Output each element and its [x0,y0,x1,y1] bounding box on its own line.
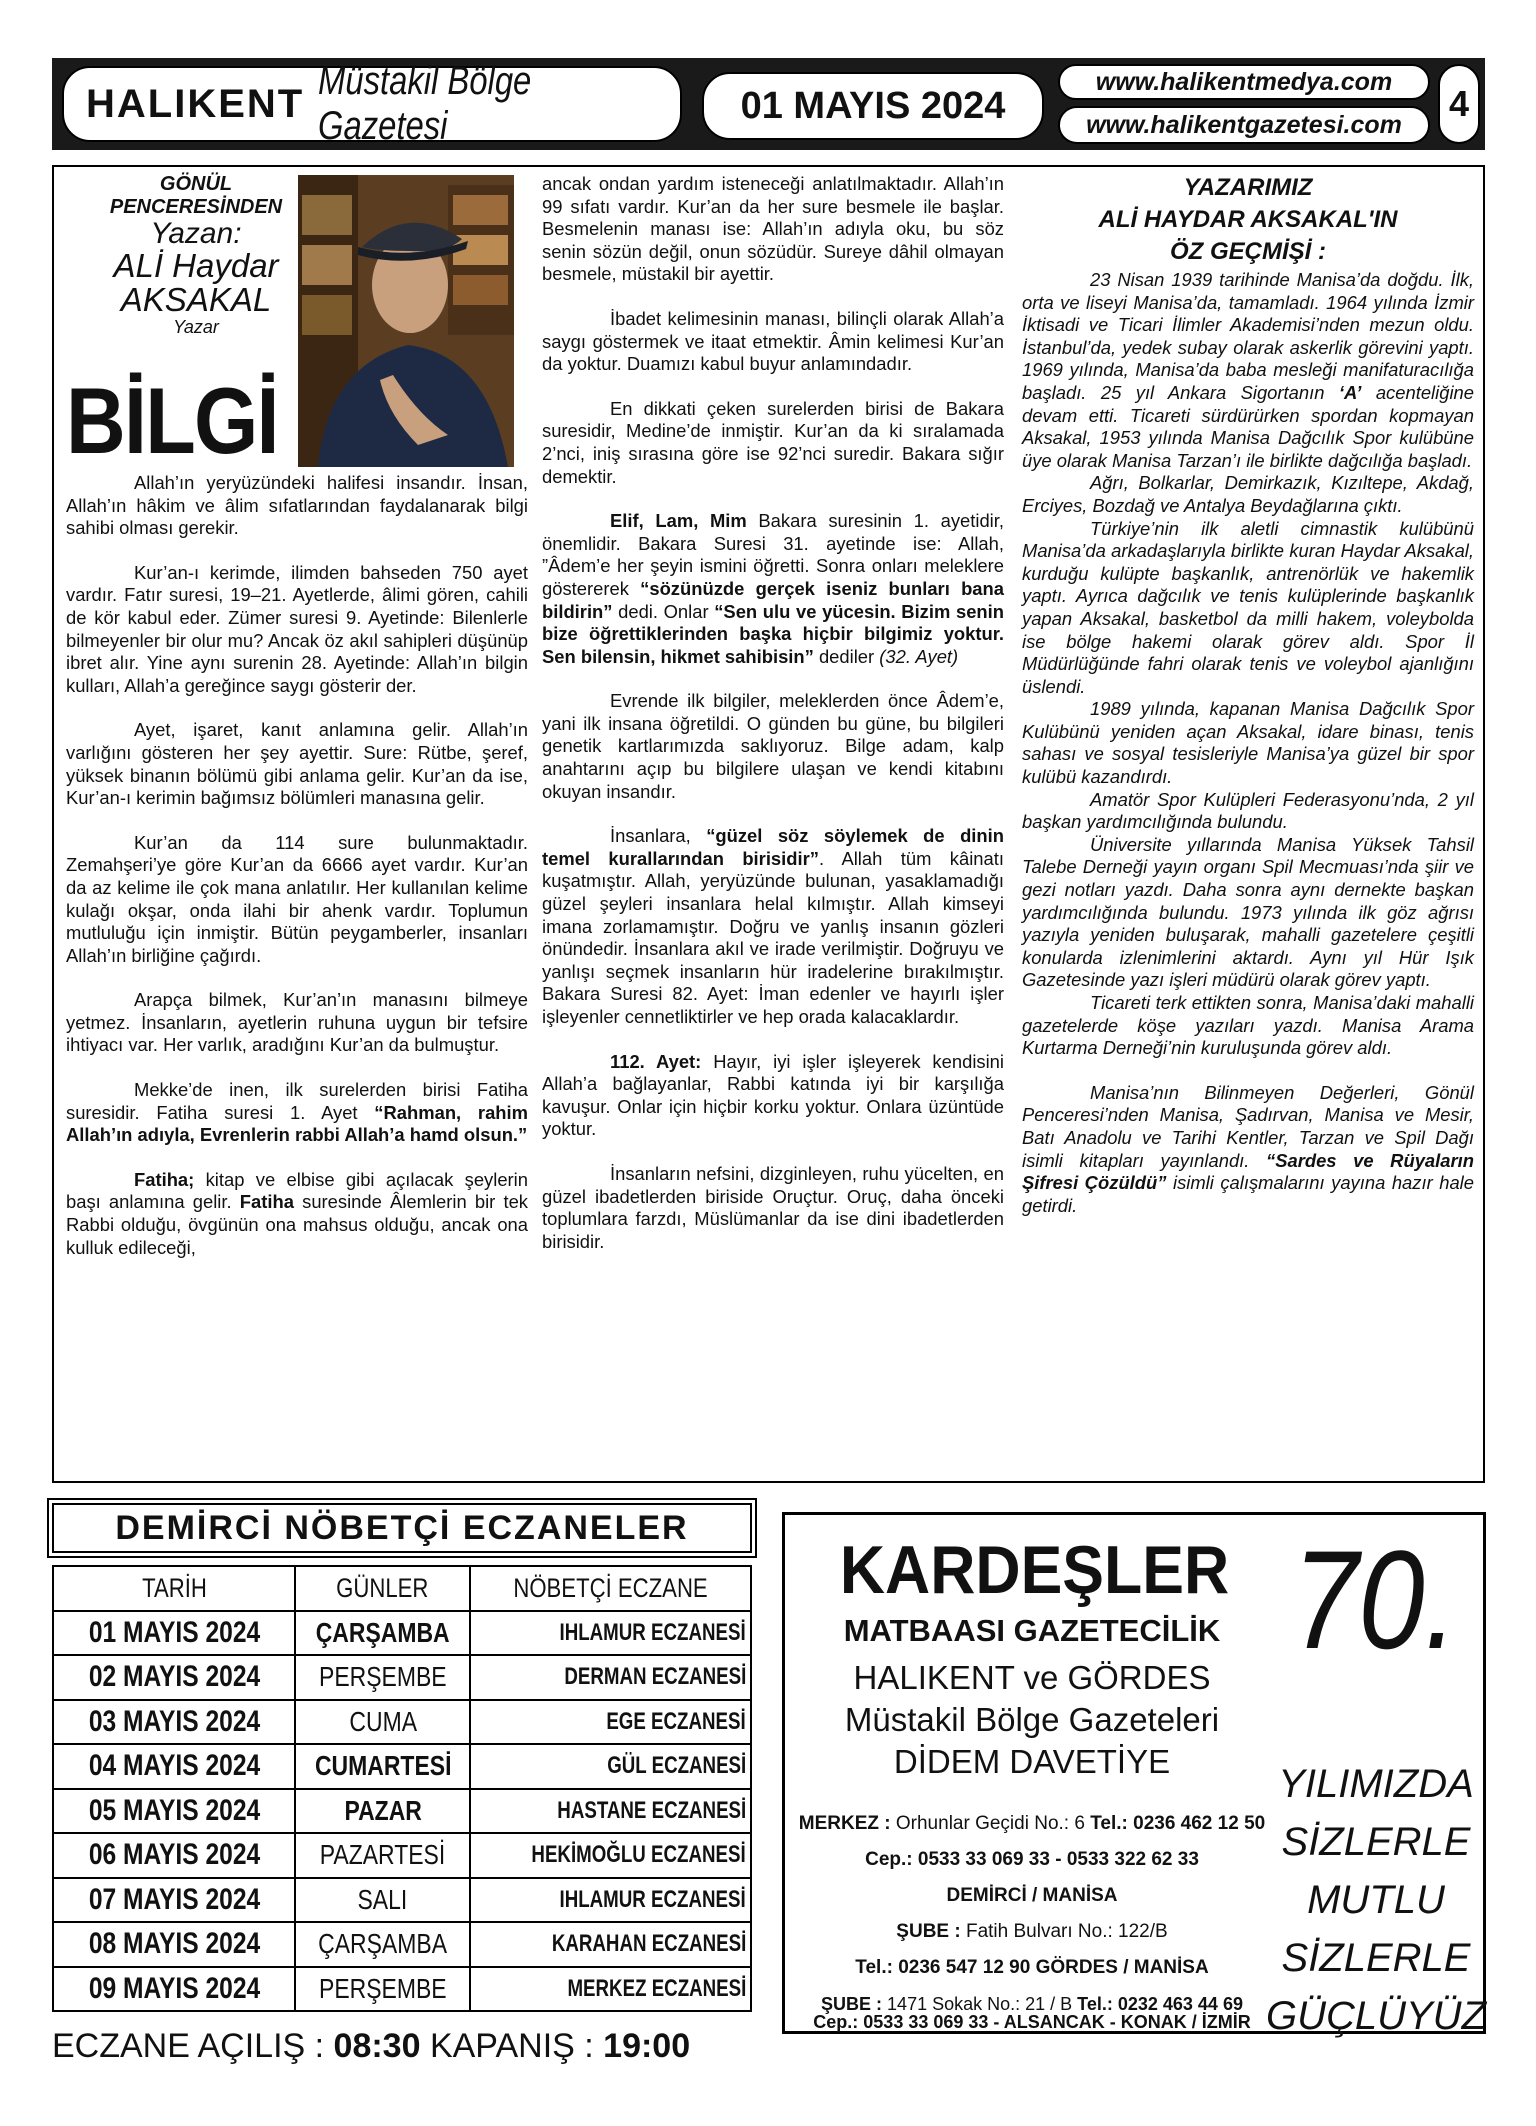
table-row [53,1611,751,1656]
opening-time: 08:30 [333,2027,421,2065]
slogan-line: GÜÇLÜYÜZ [1265,1994,1487,2038]
text: Bakara suresinin 1. ayetidir, önemlidir. Bakara Suresi 31. ayetinde ise: Allah, ”Âdem’e her şeyin ismini öğretti. Sonra onları meleklere göstererek [542,510,1004,599]
slogan-line: SİZLERLE [1281,1936,1471,1980]
column-header: TARİH [53,1566,295,1611]
paragraph: İbadet kelimesinin manası, bilinçli olarak Allah’a saygı göstermek ve itaat etmektir. Âmin kelimesi Kur’an da yoktur. Duamızı kabul buyur anlamındadır. [542,307,1004,375]
day-cell: PERŞEMBE [295,1655,470,1700]
pharmacy-title: DEMİRCİ NÖBETÇİ ECZANELER [52,1503,752,1553]
article-headline: BİLGİ [66,368,278,473]
author-photo [298,175,514,467]
paragraph [542,510,1004,668]
advert-line-2: MATBAASI GAZETECİLİK [843,1613,1221,1648]
day-cell: PERŞEMBE [295,1967,470,2012]
newspaper-subtitle: Müstakil Bölge Gazetesi [318,59,532,148]
quote: “Rahman, rahim Allah’ın adıyla, Evrenlerin rabbi Allah’a hamd olsun.” [66,1101,528,1146]
table-row [53,1655,751,1700]
paragraph [542,825,1004,1028]
paragraph: Kur’an da 114 sure bulunmaktadır. Zemahşeri’ye göre Kur’an da 6666 ayet vardır. Kur’an da az kelime ile çok mana anlatılır. Her kullanılan kelime kulağı okşar, onda ilahi bir ahenk vardır. Toplumun mutluluğu için inmiştir. Bütün peygamberler, insanları Allah’ın birliğine çağırdı. [66,831,528,966]
day-cell: ÇARŞAMBA [295,1922,470,1967]
date-cell: 01 MAYIS 2024 [53,1611,295,1656]
pharmacy-cell: KARAHAN ECZANESİ [470,1922,751,1967]
paragraph: En dikkati çeken surelerden birisi de Bakara suresidir, Medine’de inmiştir. Kur’an da ki sıralamada 2’nci, iniş sırasına göre ise 92’nci suredir. Bakara sığır demektir. [542,397,1004,487]
author-first-name: ALİ Haydar [113,247,279,284]
text: . Allah tüm kâinatı kuşatmıştır. Allah, yeryüzünde bulunan, yasaklamadığı güzel şeyleri insanlara helal kılmıştır. Allah kimseyi imana zorlamamıştır. Doğru ve yanlış insanın gözleri önündedir. İnsanlara akıl ve irade verilmiştir. Doğruyu ve yanlışı seçmek insanların hür iradelerine bırakılmıştır. Bakara Suresi 82. Ayet: İman edenler ve hayırlı işler işleyenler cennetliktirler ve hep orada kalacaklardır. [542,847,1004,1027]
paragraph: Kur’an-ı kerimde, ilimden bahseden 750 ayet vardır. Fatır suresi, 19–21. Ayetlerde, âlimi gören, cahili de kör kabul eder. Zümer suresi 9. Ayetinde: Bilenlerle bilmeyenler bir olur mu? Ancak öz akıl sahipleri düşünüp ibret alır. Yine aynı surenin 28. Ayetinde: Allah’ın bilgin kulları, Allah’a gereğince saygı gösterir der. [66,561,528,696]
pharmacy-hours [52,2027,752,2066]
term: Fatiha; [134,1168,195,1190]
text: Manisa’nın Bilinmeyen Değerleri, Gönül Penceresi’nden Manisa, Şadırvan, Manisa ve Mesir, Batı Anadolu ve Tarihi Kentler, Tarzan ve Spil Dağı isimli kitapları yayınlandı. [1022,1081,1474,1171]
table-header-row [53,1566,751,1611]
text: suresinde Âlemlerin bir tek Rabbi olduğu, övgünün ona mahsus olduğu, ancak ona kulluk edileceği, [66,1191,528,1258]
bio-title-3: ÖZ GEÇMİŞİ : [1170,238,1326,265]
table-row [53,1744,751,1789]
text: dediler [813,645,880,667]
pharmacy-cell: EGE ECZANESİ [470,1700,751,1745]
byline [66,173,326,337]
date-cell: 03 MAYIS 2024 [53,1700,295,1745]
table-row [53,1700,751,1745]
date-cell: 05 MAYIS 2024 [53,1789,295,1834]
paragraph: Türkiye’nin ilk aletli cimnastik kulübünü Manisa’da arkadaşlarıyla birlikte kuran Haydar Aksakal, kurduğu kulüpte başkanlık, antrenörlük ve hakemlik yaptı. Ayrıca dağcılık ve tenis kulüplerinde başkanlık yapan Aksakal, basketbol da milli hakem, voleybolda ise bölge hakemi olarak görev aldı. Spor İl Müdürlüğünde fahri olarak tenis ve voleybol ajanlığını üslendi. [1022,517,1474,697]
paragraph [1022,269,1474,472]
author-label: Yazan: [150,217,242,250]
sube2-mobile: Cep.: 0533 33 069 33 - ALSANCAK - KONAK / İZMİR [813,2012,1251,2032]
pharmacy-cell: DERMAN ECZANESİ [470,1655,751,1700]
pharmacy-cell: HASTANE ECZANESİ [470,1789,751,1834]
merkez-address: MERKEZ : Orhunlar Geçidi No.: 6 Tel.: 0236 462 12 50 [798,1813,1266,1834]
paragraph: 1989 yılında, kapanan Manisa Dağcılık Spor Kulübünü yeniden açan Aksakal, idare binası, tenis sahası ve sosyal tesisleriyle Manisa’ya güzel bir spor kulübü kazandırdı. [1022,698,1474,788]
closing-label: KAPANIŞ : [420,2027,604,2065]
pharmacy-section [52,1503,752,2065]
table-row [53,1833,751,1878]
slogan-line: YILIMIZDA [1278,1762,1474,1806]
advert-line-5: DİDEM DAVETİYE [893,1743,1171,1780]
paragraph [1022,1082,1474,1218]
sube1-phone: Tel.: 0236 547 12 90 GÖRDES / MANİSA [855,1957,1209,1978]
day-cell: CUMA [295,1700,470,1745]
column-header: GÜNLER [295,1566,470,1611]
advert-line-4: Müstakil Bölge Gazeteleri [844,1701,1220,1738]
pharmacy-cell: IHLAMUR ECZANESİ [470,1878,751,1923]
quote: “sözünüzde gerçek iseniz bunları bana bildirin” [542,577,1004,622]
text: Hayır, iyi işler işleyerek kendisini Allah’a bağlayanlar, Rabbi katında iyi bir karşılığa kavuşur. Onlar için hiçbir korku yoktur. Onlara üzüntüde yoktur. [542,1050,1004,1140]
table-row [53,1922,751,1967]
paragraph: Ticareti terk ettikten sonra, Manisa’daki mahalli gazetelerde köşe yazıları yazdı. Manisa Arama Kurtarma Derneği’nin kuruluşunda görev aldı. [1022,992,1474,1059]
advert-lines [797,1657,1267,1783]
table-row [53,1878,751,1923]
paragraph: ancak ondan yardım isteneceği anlatılmaktadır. Allah’ın 99 sıfatı vardır. Kur’an da her sure besmele ile başlar. Besmelenin manası ise: Allah’ın adıyla oku, bu söz senin sözün değil, onun sözüdür. Sureye dâhil olmayan besmele, müstakil bir ayettir. [542,173,1004,285]
slogan-line: MUTLU [1307,1878,1445,1922]
day-cell: CUMARTESİ [295,1744,470,1789]
table-row [53,1789,751,1834]
pharmacy-cell: HEKİMOĞLU ECZANESİ [470,1833,751,1878]
column-name-2: PENCERESİNDEN [109,196,283,218]
author-last-name: AKSAKAL [120,281,272,318]
term: Elif, Lam, Mim [610,510,747,532]
printing-house-advert [782,1512,1487,2038]
text: acenteliğine devam etti. Ticareti sürdürürken spordan kopmayan Aksakal, 1953 yılında Manisa Dağcılık Spor kulübüne üye olarak Manisa Tarzan’ı ile birlikte dağcılığa başladı. [1022,381,1474,471]
text: dedi. Onlar [612,600,715,622]
pharmacy-cell: GÜL ECZANESİ [470,1744,751,1789]
table-row [53,1967,751,2012]
advert-line-3: HALIKENT ve GÖRDES [853,1659,1211,1696]
day-cell: SALI [295,1878,470,1923]
masthead-title [62,59,682,148]
text: isimli çalışmalarını yayına hazır hale getirdi. [1022,1172,1474,1216]
pharmacy-table [52,1565,752,2012]
newspaper-name: HALIKENT [86,81,305,126]
article-box [52,165,1485,1483]
date-cell: 07 MAYIS 2024 [53,1878,295,1923]
sube2-address: ŞUBE : 1471 Sokak No.: 21 / B Tel.: 0232 463 44 69 [821,1994,1243,2014]
citation: (32. Ayet) [879,645,959,667]
date-cell: 09 MAYIS 2024 [53,1967,295,2012]
day-cell: ÇARŞAMBA [295,1611,470,1656]
date-cell: 04 MAYIS 2024 [53,1744,295,1789]
date-cell: 08 MAYIS 2024 [53,1922,295,1967]
issue-date: 01 MAYIS 2024 [702,72,1044,140]
merkez-city: DEMİRCİ / MANİSA [946,1885,1118,1906]
quote: “Sen ulu ve yücesin. Bizim senin bize öğrettiklerinden başka hiçbir bilgimiz yoktur. Sen bilensin, hikmet sahibisin” [542,600,1004,667]
column-name-1: GÖNÜL [159,173,233,195]
pharmacy-cell: IHLAMUR ECZANESİ [470,1611,751,1656]
column-header: NÖBETÇİ ECZANE [470,1566,751,1611]
website-link-1[interactable]: www.halikentmedya.com [1058,64,1430,100]
text: Mekke’de inen, ilk surelerden birisi Fatiha suresidir. Fatiha suresi 1. Ayet [66,1079,528,1123]
paragraph: Ağrı, Bolkarlar, Demirkazık, Kızıltepe, Akdağ, Erciyes, Bozdağ ve Antalya Beydağlarına çıktı. [1022,472,1474,516]
website-link-2[interactable]: www.halikentgazetesi.com [1058,106,1430,144]
paragraph: Evrende ilk bilgiler, meleklerden önce Âdem’e, yani ilk insana öğretildi. O günden bu güne, bu bilgileri genetik kartlarımızda saklıyoruz. Bilge adam, kalp anahtarını açıp bu bilgilere ulaşan ve kendi kitabını okuyan insandır. [542,690,1004,802]
date-cell: 06 MAYIS 2024 [53,1833,295,1878]
masthead [52,58,1485,150]
article-column-2 [542,173,1004,1275]
paragraph: Amatör Spor Kulüpleri Federasyonu’nda, 2 yıl başkan yardımcılığında bulundu. [1022,788,1474,833]
term: 112. Ayet: [610,1050,702,1072]
opening-label: ECZANE AÇILIŞ : [52,2027,334,2065]
book-title: “Sardes ve Rüyaların Şifresi Çözüldü” [1022,1149,1474,1194]
day-cell: PAZAR [295,1789,470,1834]
closing-time: 19:00 [603,2027,691,2065]
anniversary-number: 70. [1292,1521,1458,1678]
date-cell: 02 MAYIS 2024 [53,1655,295,1700]
paragraph: Arapça bilmek, Kur’an’ın manasını bilmeye yetmez. İnsanların, ayetlerin ruhuna uygun bir tefsire ihtiyacı var. Her varlık, aradığını Kur’an da bulmuştur. [66,989,528,1056]
article-column-1 [66,472,528,1281]
term: ‘A’ [1338,381,1362,403]
advert-company-name: KARDEŞLER [839,1532,1230,1608]
paragraph [66,1079,528,1147]
text: İnsanlara, [610,825,707,847]
paragraph: Allah’ın yeryüzündeki halifesi insandır. İnsan, Allah’ın hâkim ve âlim sıfatlarından faydalanarak bilgi sahibi olması gerekir. [66,472,528,539]
author-bio-column [1022,173,1474,1217]
paragraph [542,1051,1004,1141]
slogan-line: SİZLERLE [1281,1820,1471,1864]
paragraph: Ayet, işaret, kanıt anlamına gelir. Allah’ın varlığını gösteren her şey ayettir. Sure: Rütbe, şeref, yüksek binanın bölümü gibi anlama gelir. Kur’an da ise, Kur’an-ı kerimin bağımsız bölümleri manasına gelir. [66,719,528,809]
advert-slogan [1263,1755,1489,2045]
bio-title-2: ALİ HAYDAR AKSAKAL'IN [1098,206,1398,233]
text: kitap ve elbise gibi açılacak şeylerin başı anlamına gelir. [66,1168,528,1213]
paragraph: İnsanların nefsini, dizginleyen, ruhu yücelten, en güzel ibadetlerden biriside Oruçtur. Oruç, daha önceki toplumlara farzdı, Müslümanlar da ise dini ibadetlerden birisidir. [542,1162,1004,1252]
term: Fatiha [239,1191,294,1213]
paragraph [66,1169,528,1259]
day-cell: PAZARTESİ [295,1833,470,1878]
paragraph: Üniversite yıllarında Manisa Yüksek Tahsil Talebe Derneği yayın organı Spil Mecmuası’nda şiir ve gezi notları yazdı. Daha sonra aynı dernekte başkan yardımcılığında bulundu. 1973 yılında ilk göz ağrısı yazıyla yeniden buluşarak, mahalli gazetelere çeşitli konularda izlenimlerini aktardı. Aynı yıl Hür Işık Gazetesinde yazı işleri müdürü olarak görev yaptı. [1022,833,1474,991]
sube1-address: ŞUBE : Fatih Bulvarı No.: 122/B [896,1921,1168,1942]
merkez-mobile: Cep.: 0533 33 069 33 - 0533 322 62 33 [865,1849,1199,1870]
quote: “güzel söz söylemek de dinin temel kurallarından birisidir” [542,825,1004,869]
author-role: Yazar [173,317,219,337]
page-number: 4 [1438,64,1480,144]
text: 23 Nisan 1939 tarihinde Manisa’da doğdu. İlk, orta ve liseyi Manisa’da, tamamladı. 1964 yılında İzmir İktisadi ve Ticari İlimler Akademisi’nden mezun oldu. İstanbul’da, yedek subay olarak askerlik görevini yaptı. 1969 yılında, Manisa’da baba mesleği manifaturacılığa başladı. 25 yıl Ankara Sigortanın [1022,269,1474,403]
pharmacy-cell: MERKEZ ECZANESİ [470,1967,751,2012]
bio-title-1: YAZARIMIZ [1183,174,1313,201]
